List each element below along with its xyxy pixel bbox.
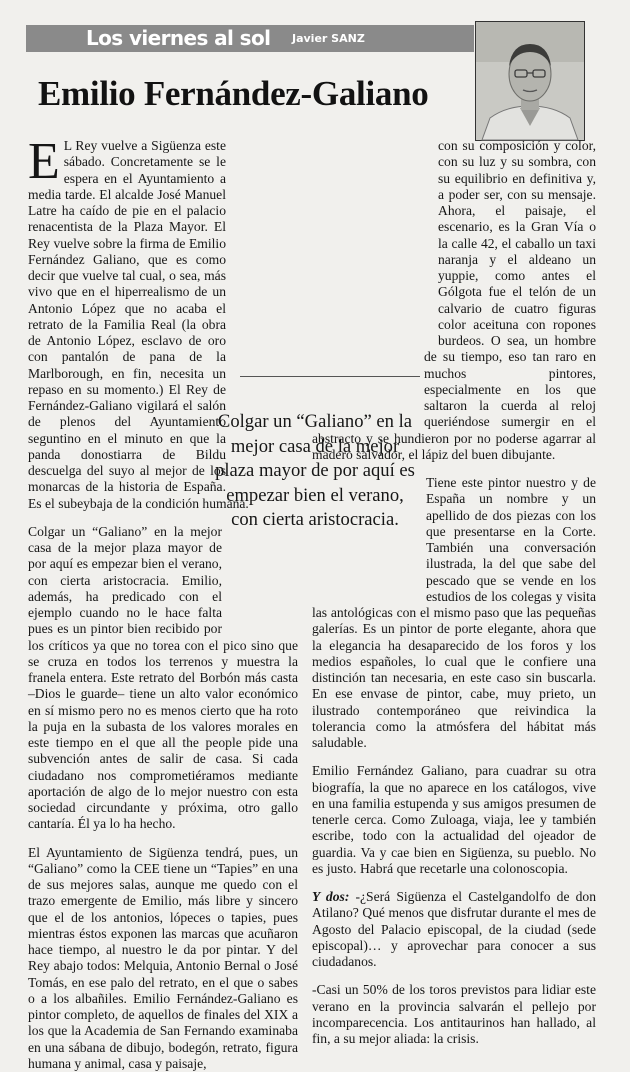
- article-column-2: [312, 138, 596, 1048]
- pull-quote: Colgar un “Galiano” en la mejor casa de la mejor plaza mayor de por aquí es empezar bien el verano, con cierta aristocracia.: [213, 410, 417, 533]
- paragraph: El Ayuntamiento de Sigüenza tendrá, pues, un “Galiano” como la CEE tiene un “Tapies” en una de sus mejores salas, aunque me quedo con el trazo emergente de Emilio, más libre y sincero que el de los antonios, lópeces o tapies, pues mientras éstos exponen las marcas que acuñaron hace tiempo, al nuestro le da por pintar. Y del Rey abajo todos: Melquia, Antonio Bernal o José Tomás, en ese palo del retrato, en el que o sabes o a los albañiles. Emilio Fernández-Galiano es pintor completo, de aquellos de finales del XIX a los que la Academia de San Fernando examinaba en una sábana de dibujo, bodegón, retrato, figura humana y animal, casa y paisaje,: [28, 845, 298, 1072]
- paragraph: [312, 889, 596, 970]
- paragraph: con su composición y color, con su luz y su sombra, con su equilibrio en definitiva y, a poder ser, con su mensaje. Ahora, el paisaje, el escenario, es la Gran Vía o la calle 42, el caballo un taxi naranja y el aldeano un yuppie, como antes el Gólgota fue el telón de un calvario de cuatro figuras color aceituna con ropones burdeos. O sea, un hombre de su tiempo, eso tan raro en muchos pintores, especialmente en los que saltaron la cuerda al reloj queriéndose sumergir en el abstracto y se hundieron por no poderse agarrar al madero salvador, el lápiz del buen dibujante.: [312, 138, 596, 463]
- drop-cap: E: [28, 140, 60, 184]
- portrait-image: [476, 22, 584, 140]
- col1-para-2: [28, 524, 298, 833]
- paragraph-text: -¿Será Sigüenza el Castelgandolfo de don Atilano? Qué menos que disfrutar durante el mes de Agosto del Palacio episcopal, de la ciudad (sede episcopal)… y aprovechar para conocer a sus ciudadanos.: [312, 889, 596, 969]
- paragraph: Colgar un “Galiano” en la mejor casa de la mejor plaza mayor de por aquí es empezar bien el verano, con cierta aristocracia. Emilio, además, ha predicado con el ejemplo cuando no le hace falta pues es un pintor bien recibido por los críticos ya que no torea con el pico sino que se cruza en todos los terrenos y muestra la franela entera. Este retrato del Borbón más casta –Dios le guarde– tiene un alto valor económico en sí mismo pero no es menos cierto que ha roto la puja en la subasta de los valores morales en este tiempo en el que all the people pide una subvención antes de salir de casa. Si cada ciudadano nos comprometiéramos mediante aportación de algo de lo mejor nuestro con esta sociedad circundante y próxima, otro gallo cantaría. Él ya lo ha hecho.: [28, 524, 298, 833]
- section-title: Los viernes al sol: [86, 26, 270, 51]
- paragraph: -Casi un 50% de los toros previstos para lidiar este verano en la provincia salvarán el pellejo por incomparecencia. Los antitaurinos han hallado, al fin, a su mejor aliada: la crisis.: [312, 982, 596, 1047]
- section-banner: [26, 25, 474, 52]
- paragraph: Tiene este pintor nuestro y de España un nombre y un apellido de dos piezas con los que presentarse en la Corte. También una conversación ilustrada, la del que sabe del pescado que se vende en los estudios de los colegas y visita las antológicas con el mismo paso que las pequeñas galerías. Es un pintor de porte elegante, ahora que la elegancia ha desaparecido de los foros y los medios españoles, lo cual que le confiere una distinción tan necesaria, en este caso sin buscarla. En ese envase de pintor, cabe, muy prieto, un ilustrado contemporáneo que reivindica la tolerancia como la atmósfera del hábitat más saludable.: [312, 475, 596, 751]
- article-column-1: [28, 138, 298, 1063]
- author-photo: [475, 21, 585, 141]
- paragraph: L Rey vuelve a Sigüenza este sábado. Concretamente se le espera en el Ayuntamiento a media tarde. El alcalde José Manuel Latre ha caído de pie en el palacio renacentista de la Plaza Mayor. El Rey vuelve sobre la firma de Emilio Fernández Galiano, que es como decir que vuelve tal cual, o sea, más vivo que en el hiperrealismo de un Antonio López que no acaba el retrato de la Familia Real (la obra de Antonio López, esclavo de oro con pantalón de pana de la Marlborough, en fin, necesita un repaso en su momento.) El Rey de Fernández-Galiano vigilará el salón de plenos del Ayuntamiento seguntino en el minuto en que la panda donostiarra de Bildu descuelga del suyo al mejor de los monarcas de la historia de España. Es el subeybaja de la condición humana.: [28, 138, 298, 512]
- author-name: Javier SANZ: [292, 32, 365, 45]
- paragraph: Emilio Fernández Galiano, para cuadrar su otra biografía, la que no aparece en los catálogos, vive en una familia estupenda y sus amigos presumen de tenerle cerca. Como Zuloaga, viaja, lee y también escribe, todo con la actualidad del ojeador de guardia. Va y cae bien en Sigüenza, su pueblo. No es justo. Habrá que recetarle una colonoscopia.: [312, 763, 596, 877]
- article-headline: Emilio Fernández-Galiano: [38, 72, 428, 116]
- paragraph-lead: Y dos:: [312, 889, 349, 904]
- pull-quote-rule: [240, 376, 420, 377]
